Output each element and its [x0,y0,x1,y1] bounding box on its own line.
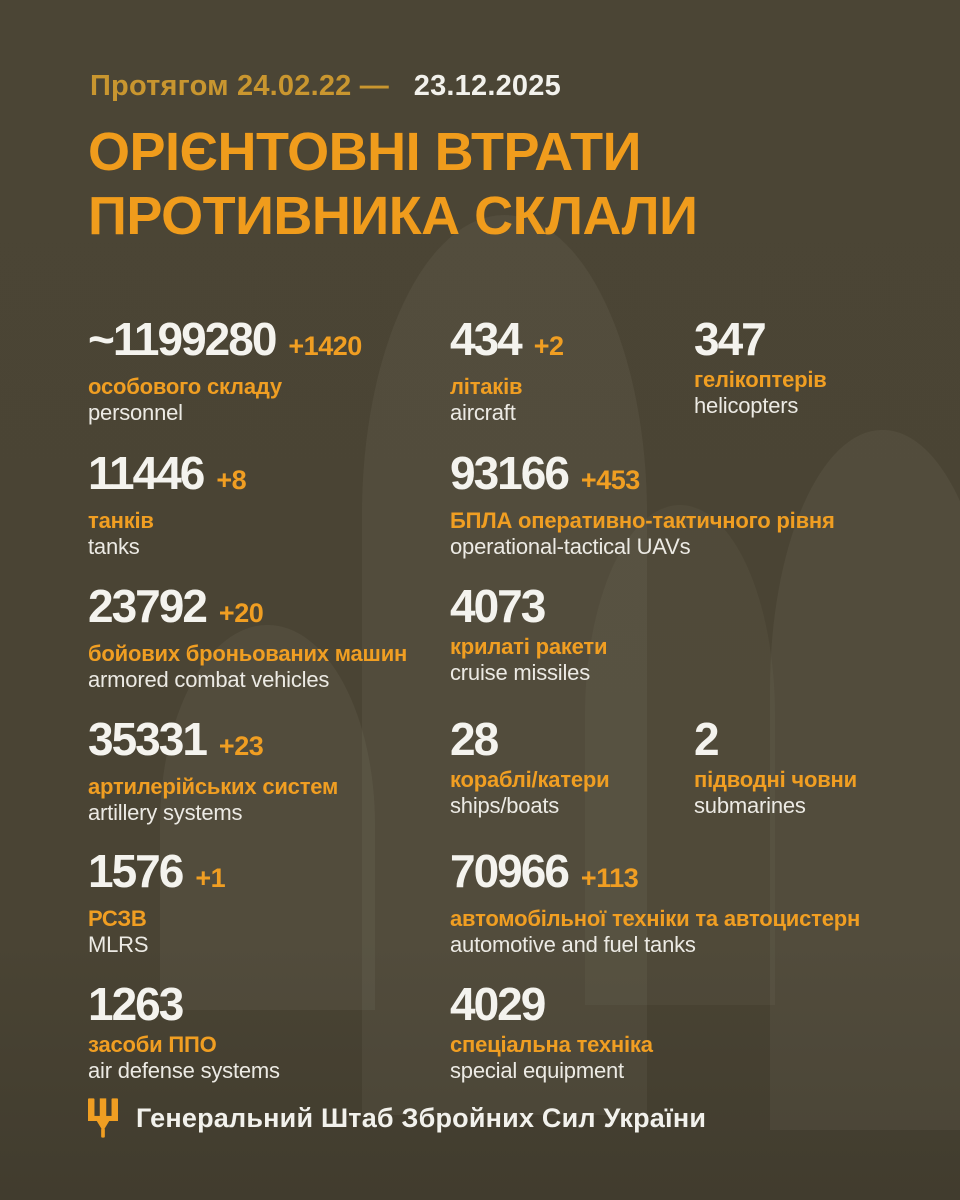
stat-value: 35331 [88,713,206,765]
stat-label-uk: БПЛА оперативно-тактичного рівня [450,508,835,533]
stat-label-en: air defense systems [88,1058,280,1083]
stat-uavs [450,448,835,560]
stat-label-uk: танків [88,508,154,533]
stat-special-equipment [450,979,653,1084]
stat-label-uk: спеціальна техніка [450,1032,653,1057]
stat-armored-vehicles [88,581,407,693]
report-period [90,70,561,103]
stat-value: 11446 [88,447,204,499]
stat-label-en: automotive and fuel tanks [450,932,696,957]
stat-delta: +2 [533,331,564,361]
stat-label-uk: автомобільної техніки та автоцистерн [450,906,861,931]
stat-label-en: personnel [88,400,183,425]
stat-aircraft [450,314,564,426]
stat-value: 347 [694,313,765,365]
stat-delta: +20 [218,598,264,628]
source-label: Генеральний Штаб Збройних Сил України [136,1102,707,1133]
stat-label-en: armored combat vehicles [88,667,330,692]
stat-delta: +453 [580,465,640,495]
stat-label-uk: РСЗВ [88,906,147,931]
stat-value: 4073 [450,580,545,632]
stat-label-en: ships/boats [450,793,560,818]
stat-value: 93166 [450,447,568,499]
footer [88,1098,706,1138]
trident-icon [88,1098,118,1138]
stat-value: 1263 [88,978,183,1030]
stat-ships-boats [450,714,610,819]
stat-label-uk: особового складу [88,374,282,399]
stat-label-uk: літаків [450,374,523,399]
stat-helicopters [694,314,827,419]
stat-value: 2 [694,713,718,765]
stat-label-uk: артилерійських систем [88,774,339,799]
stat-air-defense [88,979,280,1084]
stat-label-en: cruise missiles [450,660,591,685]
stat-label-en: tanks [88,534,140,559]
stat-value: 4029 [450,978,545,1030]
period-prefix: Протягом 24.02.22 — [90,70,389,102]
stat-cruise-missiles [450,581,607,686]
stat-label-uk: засоби ППО [88,1032,217,1057]
stat-label-uk: бойових броньованих машин [88,641,408,666]
stat-delta: +1 [195,863,226,893]
stat-value: 1576 [88,845,183,897]
stat-value: 434 [450,313,521,365]
stat-label-en: MLRS [88,932,149,957]
stat-delta: +23 [218,731,264,761]
stat-value: 28 [450,713,498,765]
stat-delta: +1420 [288,331,362,361]
stat-label-en: helicopters [694,393,799,418]
stat-label-uk: підводні човни [694,767,857,792]
stat-label-en: operational-tactical UAVs [450,534,691,559]
stat-label-uk: гелікоптерів [694,367,827,392]
stat-submarines [694,714,857,819]
stat-delta: +8 [216,465,247,495]
title-line-1: ОРІЄНТОВНІ ВТРАТИ [88,122,641,182]
stat-label-en: special equipment [450,1058,624,1083]
stat-label-uk: крилаті ракети [450,634,608,659]
period-end-date: 23.12.2025 [413,70,561,102]
title-line-2: ПРОТИВНИКА СКЛАЛИ [88,186,698,246]
stat-label-en: submarines [694,793,806,818]
stat-mlrs [88,846,225,958]
page-title [88,120,697,248]
stat-label-uk: кораблі/катери [450,767,610,792]
stat-value: 70966 [450,845,568,897]
stat-tanks [88,448,246,560]
stat-value: ~1199280 [88,313,276,365]
stat-automotive-fuel [450,846,860,958]
stat-label-en: aircraft [450,400,516,425]
stat-delta: +113 [580,863,639,893]
stat-personnel [88,314,362,426]
stat-value: 23792 [88,580,206,632]
stat-artillery-systems [88,714,338,826]
stat-label-en: artillery systems [88,800,243,825]
